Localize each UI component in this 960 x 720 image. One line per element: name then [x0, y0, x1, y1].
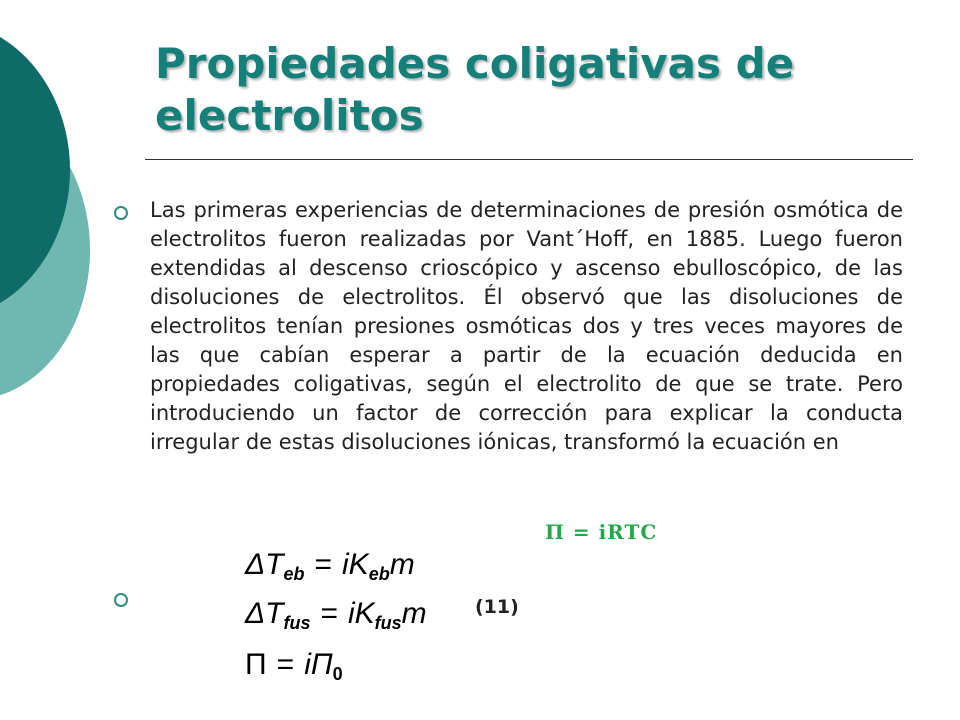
slide-title: Propiedades coligativas de electrolitos [155, 39, 795, 140]
eq-rhs-sub: 0 [332, 664, 343, 684]
eq-rhs-sub: eb [368, 564, 390, 584]
eq-lhs: ΔT [245, 597, 284, 630]
eq-rhs-tail: m [401, 597, 427, 630]
eq-rhs-tail: m [389, 548, 415, 581]
bullet-circle-icon [114, 593, 128, 607]
eq-lhs: ΔT [245, 548, 284, 581]
body-paragraph: Las primeras experiencias de determinaciones de presión osmótica de electrolitos fueron realizadas por Vant´Hoff, en 1885. Luego fueron extendidas al descenso crioscópico y ascenso ebulloscópico, de las disoluciones de electrolitos. Él observó que las disoluciones de electrolitos tenían presiones osmóticas dos y tres veces mayores de las que cabían esperar a partir de la ecuación deducida en propiedades coligativas, según el electrolito de que se trate. Pero introduciendo un factor de corrección para explicar la conducta irregular de estas disoluciones iónicas, transformó la ecuación en [150, 198, 903, 454]
eq-operator: = [314, 548, 332, 581]
equation-boiling-point [245, 548, 415, 585]
equation-freezing-point [245, 597, 427, 634]
eq-rhs: iΠ [304, 648, 333, 681]
equation-number: (11) [475, 596, 519, 618]
eq-rhs: iK [342, 548, 369, 581]
eq-lhs-sub: eb [283, 564, 305, 584]
inline-equation: Π = iRTC [545, 520, 658, 544]
equation-osmotic-pressure [245, 648, 343, 685]
title-divider [145, 159, 913, 160]
eq-operator: = [276, 648, 295, 681]
eq-operator: = [320, 597, 338, 630]
eq-lhs-sub: fus [283, 613, 311, 633]
eq-lhs: Π [245, 648, 267, 681]
eq-rhs: iK [347, 597, 375, 630]
eq-rhs-sub: fus [374, 613, 402, 633]
bullet-circle-icon [114, 206, 128, 220]
